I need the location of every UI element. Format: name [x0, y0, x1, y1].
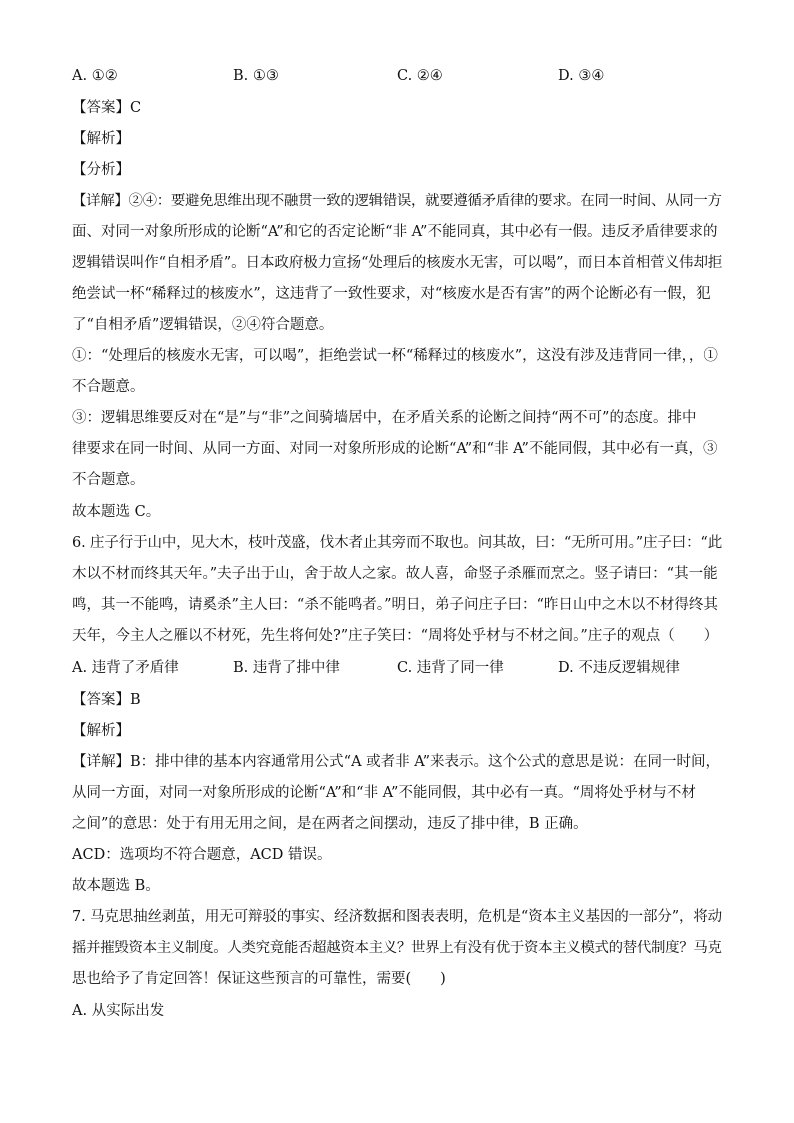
- q5-detail-line: 了“自相矛盾”逻辑错误，②④符合题意。: [72, 317, 334, 333]
- q6-detail-line: ACD：选项均不符合题意，ACD 错误。: [72, 847, 332, 863]
- q5-analysis-label: 【解析】: [72, 131, 130, 147]
- q6-stem-line: 6. 庄子行于山中，见大木，枝叶茂盛，伐木者止其旁而不取也。问其故，曰：“无所可用。”庄子曰：“此: [72, 535, 723, 551]
- q5-detail-line: 面、对同一对象所形成的论断“A”和它的否定论断“非 A”不能同真，其中必有一假。违反矛盾律要求的: [72, 224, 718, 240]
- q6-option-a: A. 违背了矛盾律: [72, 660, 179, 676]
- q5-detail-line: ①：“处理后的核废水无害，可以喝”，拒绝尝试一杯“稀释过的核废水”，这没有涉及违背同一律，，①: [72, 348, 718, 364]
- q5-detail-line: 绝尝试一杯“稀释过的核废水”，这违背了一致性要求，对“核废水是否有害”的两个论断必有一假，犯: [72, 286, 711, 302]
- q6-answer: 【答案】B: [72, 692, 141, 708]
- q6-option-b: B. 违背了排中律: [233, 660, 340, 676]
- q5-option-d: D. ③④: [558, 68, 605, 84]
- q6-detail-line: 之间”的意思：处于有用无用之间，是在两者之间摆动，违反了排中律，B 正确。: [72, 816, 588, 832]
- q5-fenxi-label: 【分析】: [72, 162, 130, 178]
- q7-stem-line: 摇并摧毁资本主义制度。人类究竟能否超越资本主义？世界上有没有优于资本主义模式的替代制度？马克: [72, 940, 722, 956]
- q6-analysis-label: 【解析】: [72, 723, 130, 739]
- q5-detail-line: 不合题意。: [72, 472, 145, 488]
- q6-conclusion: 故本题选 B。: [72, 878, 160, 894]
- q7-stem-line: 思也给予了肯定回答！保证这些预言的可靠性，需要( ): [72, 971, 446, 987]
- q6-stem-line: 木以不材而终其天年。”夫子出于山，舍于故人之家。故人喜，命竖子杀雁而烹之。竖子请曰：“其一能: [72, 566, 718, 582]
- q5-option-a: A. ①②: [72, 68, 118, 84]
- q6-option-c: C. 违背了同一律: [397, 660, 504, 676]
- q6-option-d: D. 不违反逻辑规律: [558, 660, 680, 676]
- q5-option-c: C. ②④: [397, 68, 443, 84]
- q5-conclusion: 故本题选 C。: [72, 504, 161, 520]
- q6-stem-line: 鸣，其一不能鸣，请奚杀”主人曰：“杀不能鸣者。”明日，弟子问庄子曰：“昨日山中之木以不材得终其: [72, 597, 718, 613]
- q5-detail-line: 不合题意。: [72, 379, 145, 395]
- q6-detail-line: 从同一方面，对同一对象所形成的论断“A”和“非 A”不能同假，其中必有一真。“周将处乎材与不材: [72, 785, 696, 801]
- q5-detail-line: 逻辑错误叫作“自相矛盾”。日本政府极力宣扬“处理后的核废水无害，可以喝”，而日本首相菅义伟却拒: [72, 255, 723, 271]
- q5-answer: 【答案】C: [72, 100, 142, 116]
- q6-stem-line: 天年，今主人之雁以不材死，先生将何处?”庄子笑曰：“周将处乎材与不材之间。”庄子的观点（ ）: [72, 628, 719, 644]
- q7-stem-line: 7. 马克思抽丝剥茧，用无可辩驳的事实、经济数据和图表表明，危机是“资本主义基因的一部分”，将动: [72, 909, 723, 925]
- q6-detail-line: 【详解】B：排中律的基本内容通常用公式“A 或者非 A”来表示。这个公式的意思是说：在同一时间，: [72, 754, 721, 770]
- q5-detail-line: 【详解】②④：要避免思维出现不融贯一致的逻辑错误，就要遵循矛盾律的要求。在同一时间、从同一方: [72, 193, 722, 209]
- q5-detail-line: 律要求在同一时间、从同一方面、对同一对象所形成的论断“A”和“非 A”不能同假，其中必有一真，③: [72, 441, 718, 457]
- q5-detail-line: ③：逻辑思维要反对在“是”与“非”之间骑墙居中，在矛盾关系的论断之间持“两不可”的态度。排中: [72, 410, 697, 426]
- q7-option-a: A. 从实际出发: [72, 1003, 165, 1019]
- q5-option-b: B. ①③: [233, 68, 279, 84]
